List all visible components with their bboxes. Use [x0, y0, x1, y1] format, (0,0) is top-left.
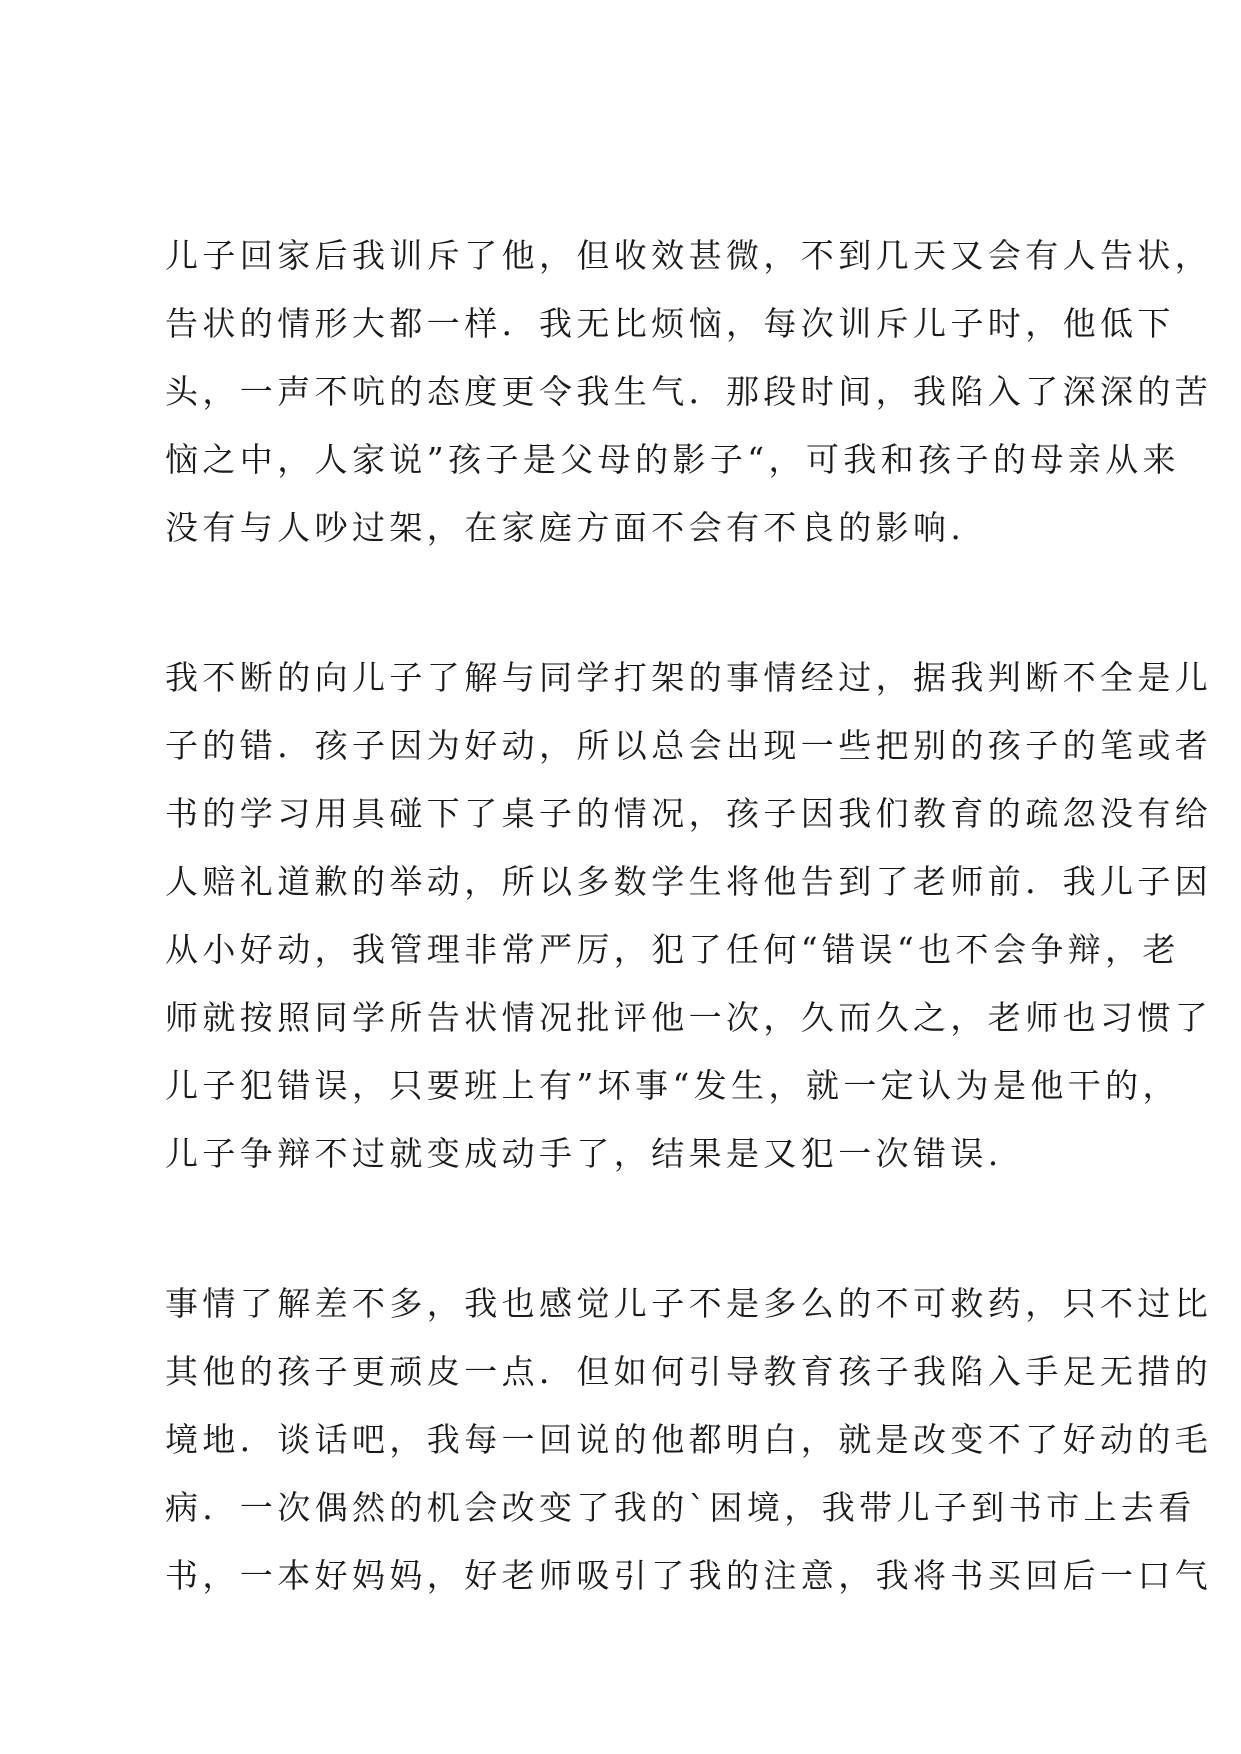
text-line: 儿子犯错误，只要班上有”坏事“发生，就一定认为是他干的，	[165, 1066, 1180, 1105]
text-line: 子的错．孩子因为好动，所以总会出现一些把别的孩子的笔或者	[165, 726, 1213, 765]
text-line: 没有与人吵过架，在家庭方面不会有不良的影响.	[165, 508, 966, 547]
text-line: 我不断的向儿子了解与同学打架的事情经过，据我判断不全是儿	[165, 658, 1213, 697]
text-line: 境地．谈话吧，我每一回说的他都明白，就是改变不了好动的毛	[165, 1420, 1213, 1459]
text-line: 书，一本好妈妈，好老师吸引了我的注意，我将书买回后一口气	[165, 1556, 1213, 1595]
text-line: 师就按照同学所告状情况批评他一次，久而久之，老师也习惯了	[165, 998, 1213, 1037]
paragraph-2	[165, 644, 1213, 1188]
paragraph-1	[165, 222, 1213, 562]
document-body	[165, 222, 1213, 1692]
text-line: 事情了解差不多，我也感觉儿子不是多么的不可救药，只不过比	[165, 1284, 1213, 1323]
text-line: 从小好动，我管理非常严厉，犯了任何“错误“也不会争辩，老	[165, 930, 1180, 969]
text-line: 恼之中，人家说”孩子是父母的影子“，可我和孩子的母亲从来	[165, 440, 1180, 479]
text-line: 告状的情形大都一样．我无比烦恼，每次训斥儿子时，他低下	[165, 304, 1175, 343]
text-line: 病．一次偶然的机会改变了我的`困境，我带儿子到书市上去看	[165, 1488, 1196, 1527]
text-line: 儿子回家后我训斥了他，但收效甚微，不到几天又会有人告状，	[165, 236, 1213, 275]
text-line: 头，一声不吭的态度更令我生气．那段时间，我陷入了深深的苦	[165, 372, 1213, 411]
paragraph-3	[165, 1270, 1213, 1610]
text-line: 儿子争辩不过就变成动手了，结果是又犯一次错误.	[165, 1134, 1003, 1173]
text-line: 其他的孩子更顽皮一点．但如何引导教育孩子我陷入手足无措的	[165, 1352, 1213, 1391]
text-line: 人赔礼道歉的举动，所以多数学生将他告到了老师前．我儿子因	[165, 862, 1213, 901]
text-line: 书的学习用具碰下了桌子的情况，孩子因我们教育的疏忽没有给	[165, 794, 1213, 833]
